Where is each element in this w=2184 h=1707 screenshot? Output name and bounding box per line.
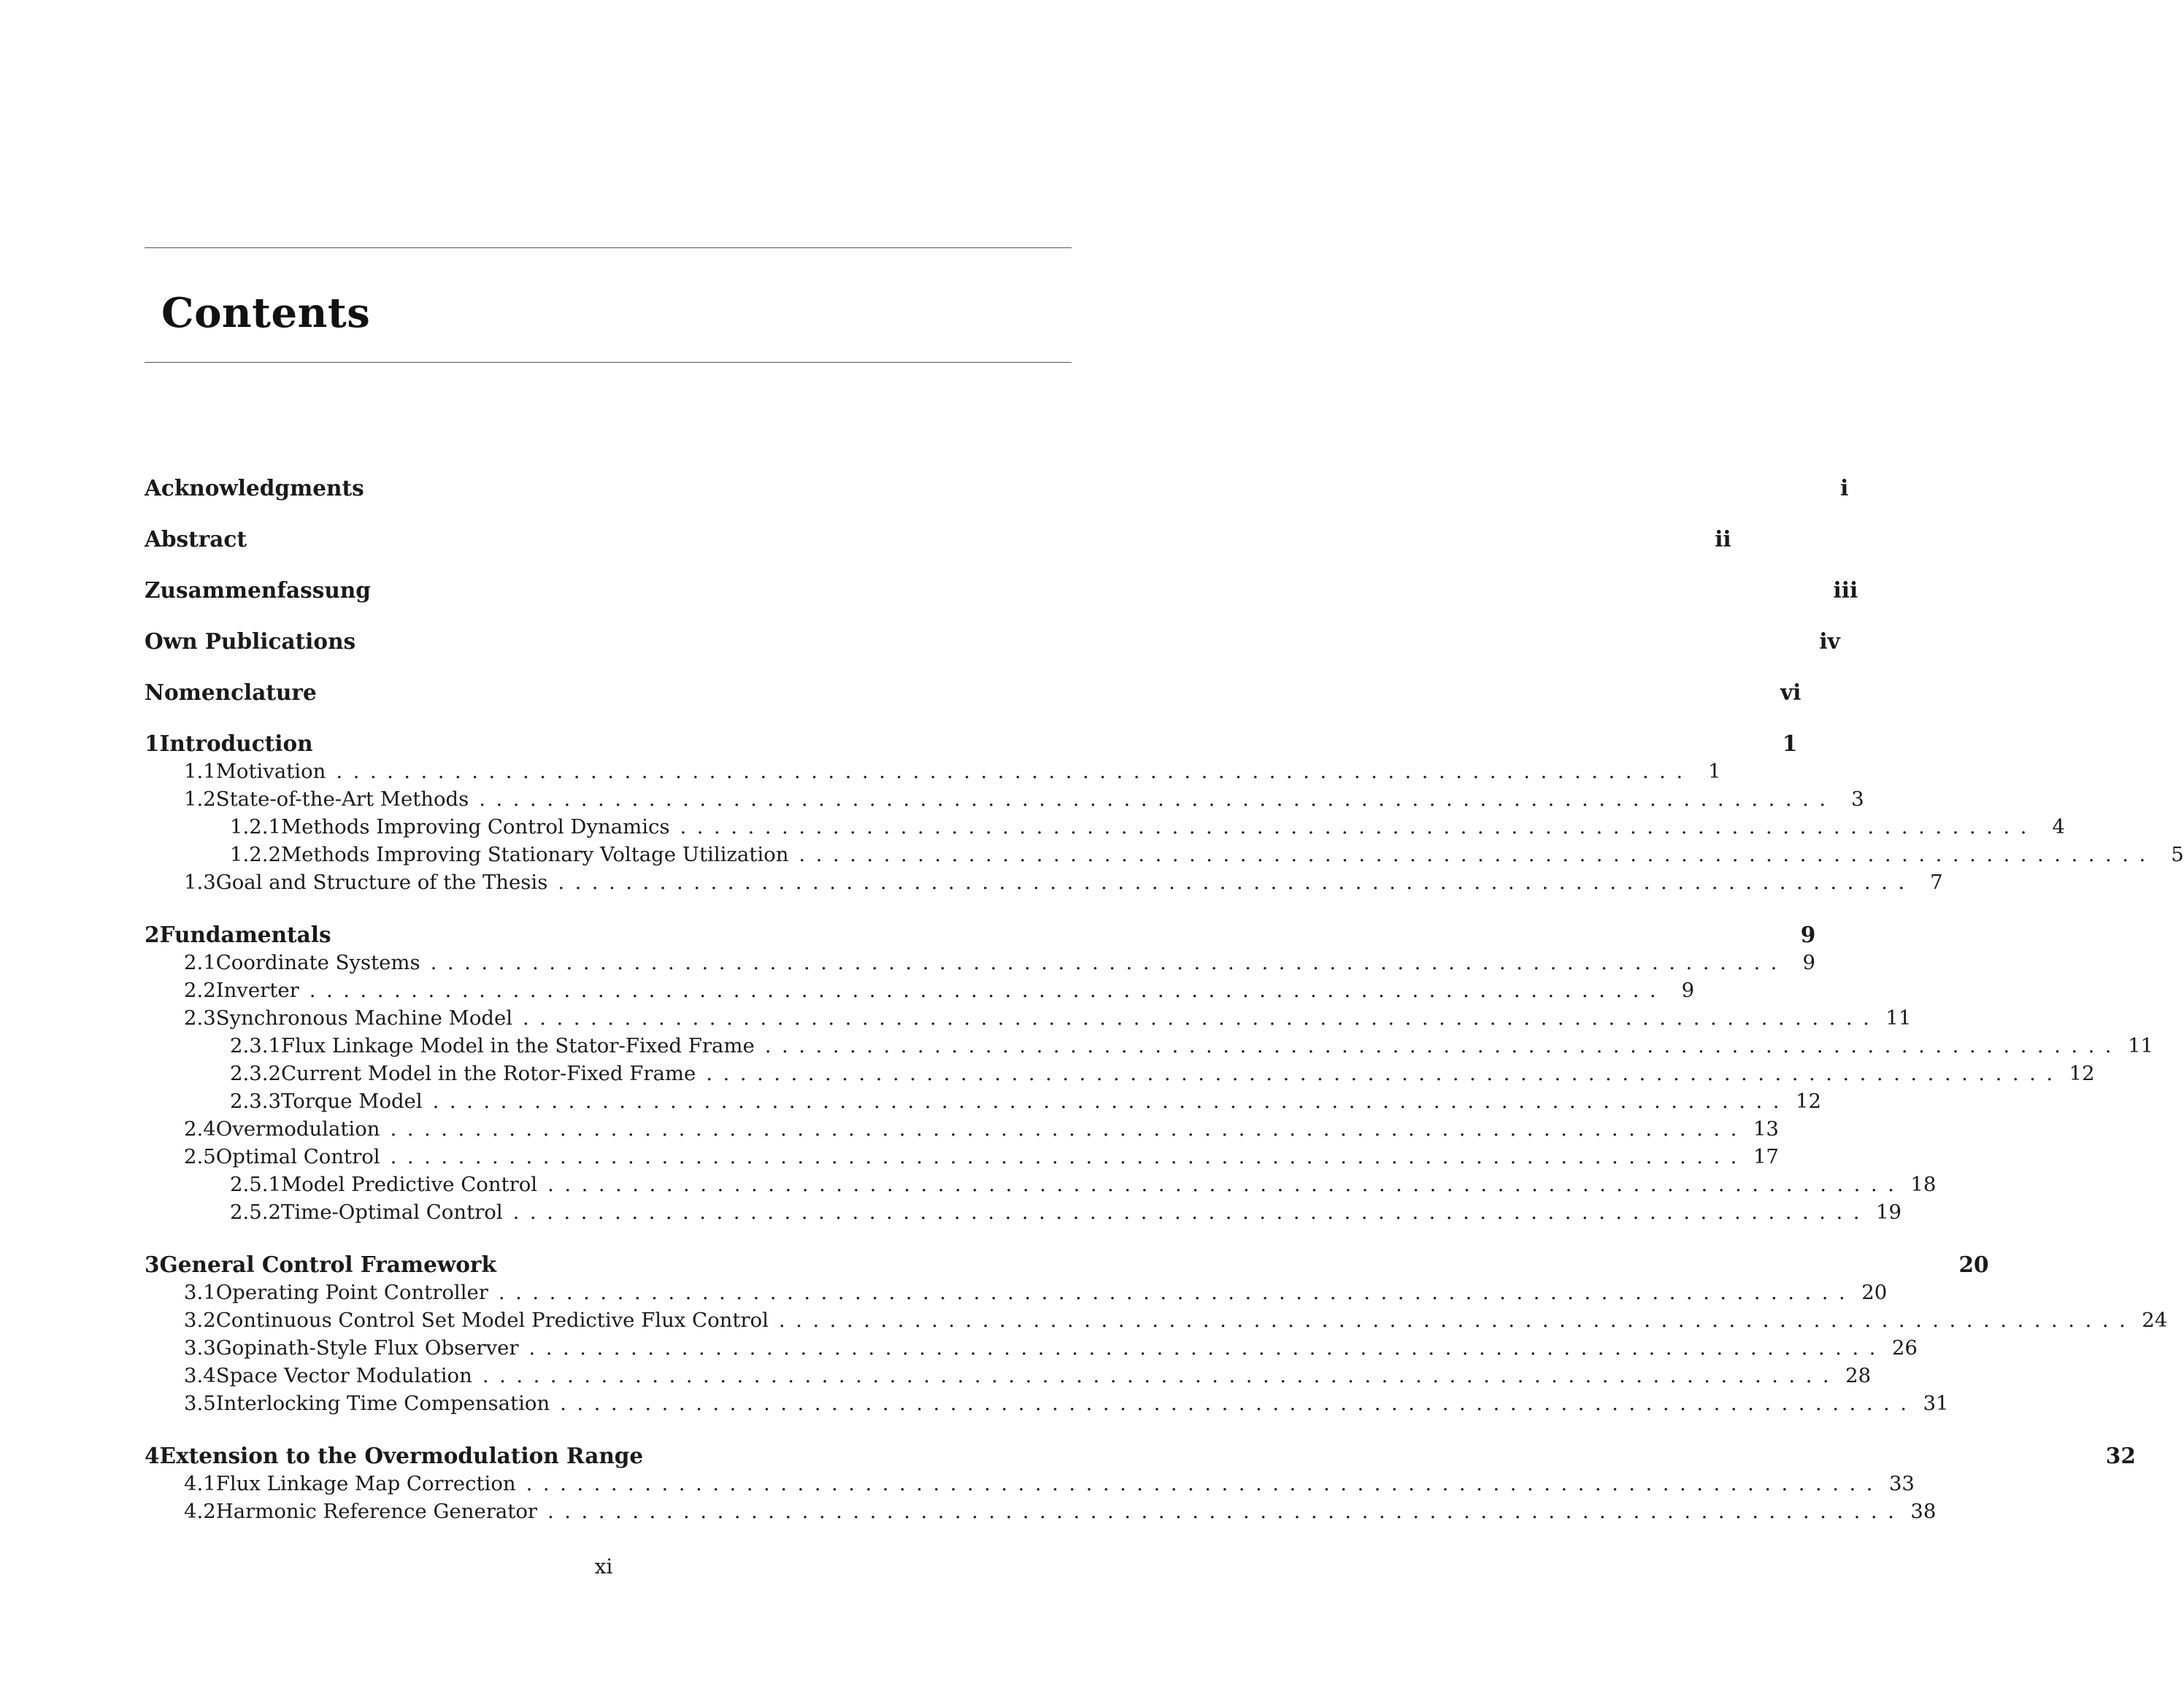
toc-entry-page: 11 xyxy=(2128,1034,2154,1057)
toc-entry-page: 5 xyxy=(2171,843,2184,866)
toc-entry-page: 20 xyxy=(1958,1252,1989,1277)
toc-entry-chapter[interactable] xyxy=(145,921,1816,949)
dot-leader: ................................................................................ xyxy=(390,1145,1747,1168)
toc-entry-front[interactable] xyxy=(145,628,1840,655)
toc-entry-number: 2.3 xyxy=(184,1006,216,1030)
toc-entry-section[interactable] xyxy=(145,868,1943,896)
toc-entry-number: 2.5.2 xyxy=(230,1201,281,1224)
dot-leader: ................................................................................ xyxy=(764,1034,2123,1057)
dot-leader: ................................................................................ xyxy=(528,1336,1886,1360)
toc-entry-title: Motivation xyxy=(215,760,326,783)
toc-entry-subsection[interactable] xyxy=(145,1060,2095,1087)
toc-entry-number: 2.3.1 xyxy=(230,1034,281,1057)
toc-entry-page: 1 xyxy=(1782,731,1798,756)
toc-entry-title: Fundamentals xyxy=(159,922,331,947)
toc-entry-title: Time-Optimal Control xyxy=(280,1201,503,1224)
toc-entry-subsection[interactable] xyxy=(145,1171,1937,1198)
toc-entry-title: Harmonic Reference Generator xyxy=(215,1500,538,1523)
title-rule xyxy=(145,362,1072,363)
toc-entry-number: 1.1 xyxy=(184,760,216,783)
toc-entry-page: iv xyxy=(1819,628,1840,654)
dot-leader: ................................................................................ xyxy=(479,787,1837,811)
toc-entry-title: Coordinate Systems xyxy=(215,951,420,974)
toc-entry-page: vi xyxy=(1780,679,1802,705)
toc-entry-title: Methods Improving Control Dynamics xyxy=(280,815,670,839)
toc-entry-page: 11 xyxy=(1885,1006,1912,1030)
toc-entry-page: 33 xyxy=(1888,1472,1915,1495)
toc-entry-title: Continuous Control Set Model Predictive Flux Control xyxy=(215,1309,769,1332)
toc-entry-title: State-of-the-Art Methods xyxy=(215,787,469,811)
toc-entry-front[interactable] xyxy=(145,679,1802,706)
toc-entry-page: 9 xyxy=(1802,951,1815,974)
toc-entry-title: Nomenclature xyxy=(145,679,317,705)
page-number: xi xyxy=(594,1554,613,1579)
toc-entry-page: 9 xyxy=(1681,979,1695,1002)
toc-entry-title: Abstract xyxy=(145,526,247,552)
toc-entry-section[interactable] xyxy=(145,1498,1937,1525)
toc-entry-title: Methods Improving Stationary Voltage Utilization xyxy=(280,843,789,866)
dot-leader: ................................................................................ xyxy=(336,760,1693,783)
toc-entry-section[interactable] xyxy=(145,758,1721,785)
dot-leader: ................................................................................ xyxy=(560,1392,1918,1415)
toc-entry-section[interactable] xyxy=(145,1004,1912,1032)
toc-entry-page: 12 xyxy=(2069,1062,2095,1085)
toc-entry-number: 2.1 xyxy=(184,951,216,974)
top-rule xyxy=(145,247,1072,248)
toc-entry-number: 2.3.2 xyxy=(230,1062,281,1085)
dot-leader: ................................................................................ xyxy=(430,951,1788,974)
dot-leader: ................................................................................ xyxy=(706,1062,2064,1085)
toc-entry-page: 20 xyxy=(1861,1281,1888,1304)
toc-entry-number: 2 xyxy=(145,922,160,947)
toc-entry-section[interactable] xyxy=(145,1115,1779,1143)
dot-leader: ................................................................................ xyxy=(558,871,1915,894)
toc-entry-title: Current Model in the Rotor-Fixed Frame xyxy=(280,1062,696,1085)
toc-entry-title: Zusammenfassung xyxy=(145,577,371,603)
toc-entry-title: Own Publications xyxy=(145,628,356,654)
toc-entry-number: 1.2 xyxy=(184,787,216,811)
toc-entry-page: iii xyxy=(1833,577,1858,603)
toc-entry-number: 3.3 xyxy=(184,1336,216,1360)
toc-entry-chapter[interactable] xyxy=(145,1251,1989,1279)
toc-entry-section[interactable] xyxy=(145,1334,1918,1362)
toc-entry-section[interactable] xyxy=(145,1362,1872,1390)
toc-entry-title: Operating Point Controller xyxy=(215,1281,488,1304)
toc-entry-subsection[interactable] xyxy=(145,1198,1902,1226)
toc-entry-title: Torque Model xyxy=(280,1090,423,1113)
toc-entry-front[interactable] xyxy=(145,474,1849,502)
toc-entry-title: Optimal Control xyxy=(215,1145,380,1168)
toc-entry-chapter[interactable] xyxy=(145,1442,2136,1470)
dot-leader: ................................................................................ xyxy=(309,979,1667,1002)
toc-entry-title: Synchronous Machine Model xyxy=(215,1006,513,1030)
toc-entry-title: Space Vector Modulation xyxy=(215,1364,472,1387)
dot-leader: ................................................................................ xyxy=(799,843,2156,866)
dot-leader: ................................................................................ xyxy=(778,1309,2137,1332)
toc-entry-title: Introduction xyxy=(159,731,313,756)
toc-entry-page: 26 xyxy=(1891,1336,1918,1360)
toc-entry-title: Gopinath-Style Flux Observer xyxy=(215,1336,519,1360)
toc-entry-front[interactable] xyxy=(145,525,1731,553)
toc-entry-page: 24 xyxy=(2142,1309,2168,1332)
toc-entry-page: 3 xyxy=(1851,787,1864,811)
dot-leader: ................................................................................ xyxy=(526,1472,1883,1495)
dot-leader: ................................................................................ xyxy=(482,1364,1840,1387)
toc-entry-number: 2.2 xyxy=(184,979,216,1002)
toc-entry-page: 12 xyxy=(1795,1090,1821,1113)
toc-entry-section[interactable] xyxy=(145,785,1864,813)
page-title: Contents xyxy=(161,289,371,337)
toc-entry-number: 2.4 xyxy=(184,1117,216,1141)
dot-leader: ................................................................................ xyxy=(432,1090,1790,1113)
toc-entry-page: 13 xyxy=(1753,1117,1779,1141)
toc-entry-subsection[interactable] xyxy=(145,841,2184,868)
toc-entry-title: Model Predictive Control xyxy=(280,1173,538,1196)
toc-entry-page: i xyxy=(1840,475,1849,501)
toc-entry-page: ii xyxy=(1715,526,1731,552)
toc-entry-number: 3.5 xyxy=(184,1392,216,1415)
toc-entry-number: 1.2.1 xyxy=(230,815,281,839)
toc-entry-page: 1 xyxy=(1708,760,1721,783)
dot-leader: ................................................................................ xyxy=(390,1117,1747,1141)
toc-entry-page: 31 xyxy=(1923,1392,1949,1415)
toc-entry-title: Flux Linkage Model in the Stator-Fixed Frame xyxy=(280,1034,755,1057)
toc-entry-front[interactable] xyxy=(145,577,1858,604)
dot-leader: ................................................................................ xyxy=(523,1006,1880,1030)
toc-entry-page: 17 xyxy=(1753,1145,1779,1168)
dot-leader: ................................................................................ xyxy=(680,815,2037,839)
toc-entry-number: 1.3 xyxy=(184,871,216,894)
toc-entry-title: Inverter xyxy=(215,979,299,1002)
toc-entry-section[interactable] xyxy=(145,1143,1779,1171)
toc-entry-title: General Control Framework xyxy=(159,1252,496,1277)
toc-entry-subsection[interactable] xyxy=(145,1032,2154,1060)
dot-leader: ................................................................................ xyxy=(512,1201,1870,1224)
toc-entry-number: 1.2.2 xyxy=(230,843,281,866)
toc-entry-title: Goal and Structure of the Thesis xyxy=(215,871,548,894)
toc-entry-number: 1 xyxy=(145,731,160,756)
toc-entry-number: 4.1 xyxy=(184,1472,216,1495)
toc-entry-page: 32 xyxy=(2105,1443,2136,1468)
toc-entry-title: Interlocking Time Compensation xyxy=(215,1392,550,1415)
toc-entry-subsection[interactable] xyxy=(145,813,2065,841)
toc-entry-subsection[interactable] xyxy=(145,1087,1821,1115)
toc-entry-section[interactable] xyxy=(145,1306,2168,1334)
toc-entry-page: 7 xyxy=(1930,871,1943,894)
toc-entry-section[interactable] xyxy=(145,1390,1949,1417)
toc-entry-number: 2.5 xyxy=(184,1145,216,1168)
toc-entry-page: 9 xyxy=(1800,922,1816,947)
toc-entry-number: 4 xyxy=(145,1443,160,1468)
toc-entry-number: 2.3.3 xyxy=(230,1090,281,1113)
toc-entry-title: Extension to the Overmodulation Range xyxy=(159,1443,644,1468)
dot-leader: ................................................................................ xyxy=(547,1500,1905,1523)
toc-entry-number: 3 xyxy=(145,1252,160,1277)
toc-entry-page: 38 xyxy=(1910,1500,1937,1523)
dot-leader: ................................................................................ xyxy=(498,1281,1856,1304)
dot-leader: ................................................................................ xyxy=(547,1173,1905,1196)
toc-entry-number: 4.2 xyxy=(184,1500,216,1523)
toc-entry-number: 3.4 xyxy=(184,1364,216,1387)
toc-entry-page: 19 xyxy=(1875,1201,1902,1224)
toc-entry-section[interactable] xyxy=(145,1470,1915,1498)
toc-entry-title: Flux Linkage Map Correction xyxy=(215,1472,516,1495)
toc-entry-number: 2.5.1 xyxy=(230,1173,281,1196)
toc-entry-section[interactable] xyxy=(145,1279,1888,1306)
toc-entry-number: 3.2 xyxy=(184,1309,216,1332)
toc-entry-title: Overmodulation xyxy=(215,1117,380,1141)
toc-entry-chapter[interactable] xyxy=(145,730,1798,758)
toc-entry-page: 28 xyxy=(1845,1364,1872,1387)
toc-entry-number: 3.1 xyxy=(184,1281,216,1304)
toc-entry-section[interactable] xyxy=(145,949,1815,976)
toc-entry-title: Acknowledgments xyxy=(145,475,364,501)
toc-entry-page: 18 xyxy=(1910,1173,1937,1196)
toc-entry-section[interactable] xyxy=(145,976,1695,1004)
toc-entry-page: 4 xyxy=(2052,815,2065,839)
